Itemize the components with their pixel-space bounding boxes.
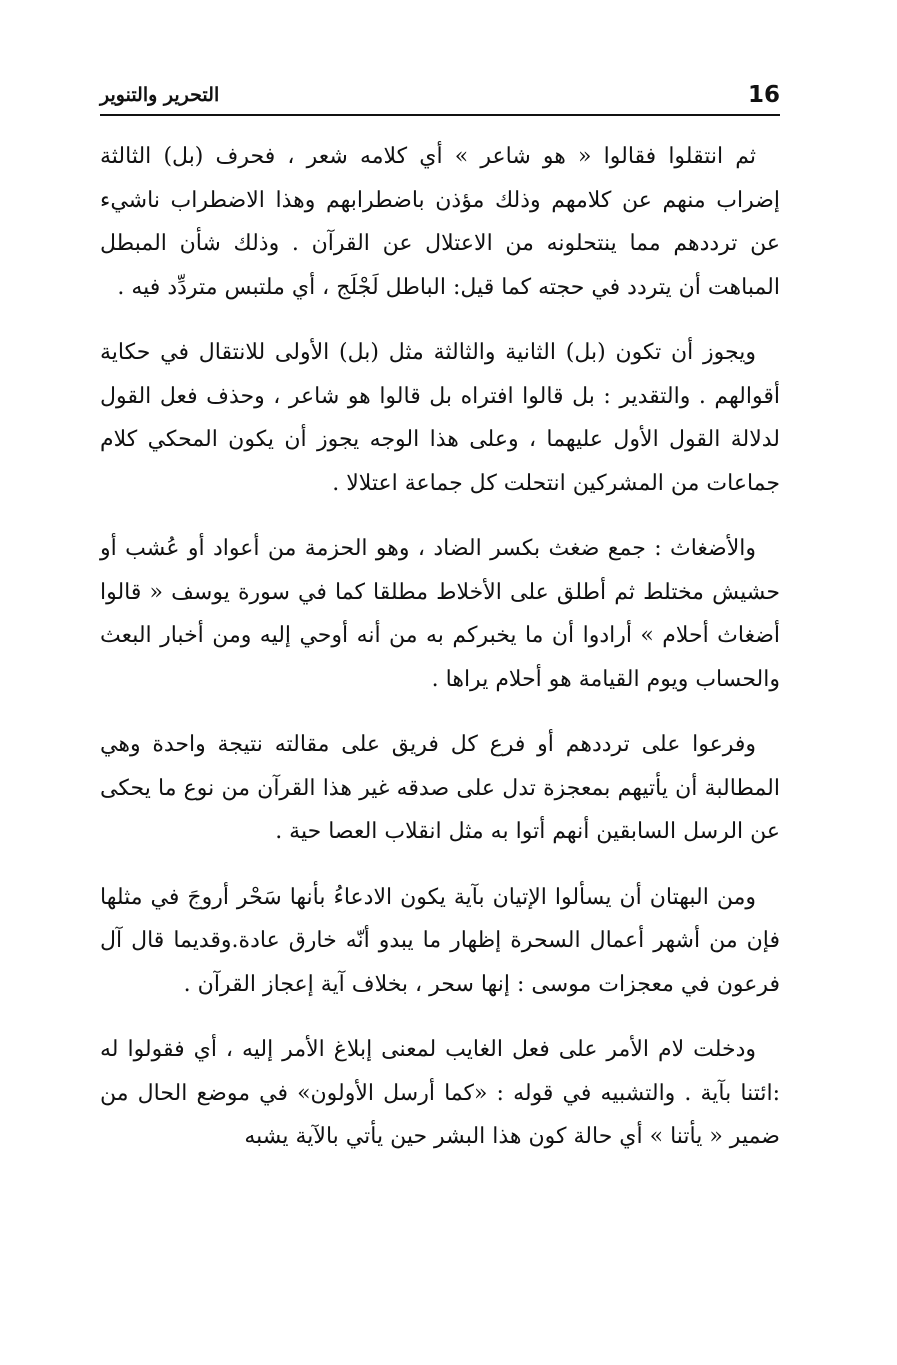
paragraph-3: والأضغاث : جمع ضغث بكسر الضاد ، وهو الحزمة من أعواد أو عُشب أو حشيش مختلط ثم أطلق على الأخلاط مطلقا كما في سورة يوسف « قالوا أضغاث أحلام » أرادوا أن ما يخبركم به من أنه أوحي إليه ومن أخبار البعث والحساب ويوم القيامة هو أحلام يراها . [100, 536, 780, 692]
body-text [100, 135, 780, 1181]
paragraph-1: ثم انتقلوا فقالوا « هو شاعر » أي كلامه شعر ، فحرف (بل) الثالثة إضراب منهم عن كلامهم وذلك مؤذن باضطرابهم وهذا الاضطراب ناشيء عن ترددهم مما ينتحلونه من الاعتلال عن القرآن . وذلك شأن المبطل المباهت أن يتردد في حجته كما قيل: الباطل لَجْلَج ، أي ملتبس متردِّد فيه . [100, 144, 780, 300]
paragraph-5: ومن البهتان أن يسألوا الإتيان بآية يكون الادعاءُ بأنها سَحْر أروجَ في مثلها فإن من أشهر أعمال السحرة إظهار ما يبدو أنّه خارق عادة.وقديما قال آل فرعون في معجزات موسى : إنها سحر ، بخلاف آية إعجاز القرآن . [100, 884, 780, 997]
page-header [100, 80, 780, 116]
paragraph-2: ويجوز أن تكون (بل) الثانية والثالثة مثل (بل) الأولى للانتقال في حكاية أقوالهم . والتقدير : بل قالوا افتراه بل قالوا هو شاعر ، وحذف فعل القول لدلالة القول الأول عليهما ، وعلى هذا الوجه يجوز أن يكون المحكي كلام جماعات من المشركين انتحلت كل جماعة اعتلالا . [100, 340, 780, 496]
page-number: 16 [748, 82, 781, 108]
running-title: التحرير والتنوير [100, 84, 220, 106]
paragraph-4: وفرعوا على ترددهم أو فرع كل فريق على مقالته نتيجة واحدة وهي المطالبة أن يأتيهم بمعجزة تدل على صدقه غير هذا القرآن من نوع ما يحكى عن الرسل السابقين أنهم أتوا به مثل انقلاب العصا حية . [100, 732, 780, 844]
paragraph-6: ودخلت لام الأمر على فعل الغايب لمعنى إبلاغ الأمر إليه ، أي فقولوا له :ائتنا بآية . والتشبيه في قوله : «كما أرسل الأولون» في موضع الحال من ضمير « يأتنا » أي حالة كون هذا البشر حين يأتي بالآية يشبه [100, 1037, 780, 1149]
header-divider [100, 114, 780, 116]
